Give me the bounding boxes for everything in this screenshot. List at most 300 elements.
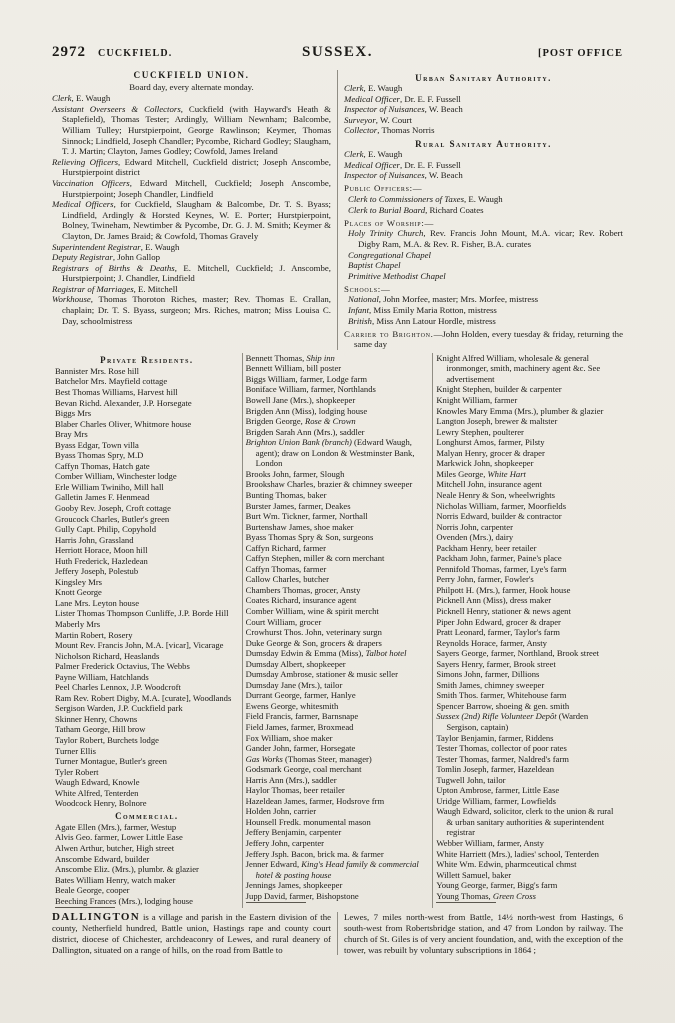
- entry-text: Spencer Barrow, shoeing & gen. smith: [436, 700, 570, 711]
- entry-text: Herriott Horace, Moon hill: [55, 545, 148, 556]
- entry-text: Crowhurst Thos. John, veterinary surgn: [245, 627, 382, 638]
- directory-entry: [55, 651, 239, 662]
- entry-italic: Registrars of Births & Deaths: [52, 262, 175, 273]
- entry-text: Taylor Benjamin, farmer, Riddens: [436, 732, 554, 743]
- entry-text: Turner Ellis: [55, 745, 96, 756]
- entry-text: Young Thomas,: [436, 890, 493, 901]
- directory-entry: [246, 817, 430, 828]
- directory-entry: [246, 511, 430, 522]
- directory-entry: [55, 376, 239, 387]
- directory-entry: [246, 501, 430, 512]
- entry-text: Reynolds Horace, farmer, Ansty: [436, 637, 547, 648]
- directory-entry: [246, 627, 430, 638]
- directory-entry: [246, 680, 430, 691]
- union-entry: [52, 178, 331, 199]
- authority-entry: [344, 160, 623, 171]
- entry-text: Byass Thomas Spry & Son, surgeons: [245, 532, 374, 543]
- entry-text: Longhurst Amos, farmer, Pilsty: [436, 437, 545, 448]
- directory-entry: [55, 661, 239, 672]
- entry-text: Duke George & Son, grocers & drapers: [245, 637, 382, 648]
- entry-text: Mount Rev. Francis John, M.A. [vicar], Vicarage: [55, 640, 224, 651]
- entry-italic: Clerk: [52, 93, 72, 104]
- entry-text: Mitchell John, insurance agent: [436, 479, 542, 490]
- union-entry: [52, 242, 331, 253]
- page-number: 2972: [52, 44, 86, 60]
- page-header: [52, 44, 623, 61]
- directory-entry: [246, 553, 430, 564]
- entry-text: Knight Alfred William, wholesale & general ironmonger, smith, machinery agent &c. See advertisement: [436, 352, 601, 384]
- entry-text: Payne William, Hatchlands: [55, 671, 149, 682]
- entry-text: Caffyn Thomas, farmer: [245, 563, 327, 574]
- entry-text: Jennings James, shopkeeper: [245, 880, 343, 891]
- entry-text: Taylor Robert, Burchets lodge: [55, 735, 159, 746]
- directory-entry: [246, 469, 430, 480]
- directory-entry: [246, 427, 430, 438]
- directory-entry: [246, 532, 430, 543]
- page-header-left: [52, 44, 242, 61]
- entry-italic: Talbot hotel: [365, 648, 407, 659]
- entry-italic: Collector: [344, 125, 378, 136]
- entry-text: Harris John, Grassland: [55, 534, 134, 545]
- entry-italic: Medical Officers: [52, 199, 114, 210]
- entry-italic: Infant: [348, 304, 370, 315]
- authority-entry: [344, 329, 623, 350]
- directory-entry: [436, 849, 620, 860]
- directory-entry: [436, 427, 620, 438]
- entry-text-cont: , Richard Coates: [425, 204, 484, 215]
- directory-entry: [436, 553, 620, 564]
- directory-column-3: [432, 353, 623, 908]
- directory-entry: [436, 891, 620, 902]
- entry-text: White Wm. Edwin, pharmceutical chmst: [436, 859, 577, 870]
- union-entry: [52, 252, 331, 263]
- union-entry: [52, 104, 331, 157]
- directory-entry: [436, 806, 620, 838]
- authority-entry: [348, 316, 623, 327]
- directory-entry: [436, 595, 620, 606]
- entry-text: Knowles Mary Emma (Mrs.), plumber & glazier: [436, 405, 604, 416]
- union-entry: [52, 157, 331, 178]
- entry-text: Harris Ann (Mrs.), saddler: [245, 774, 337, 785]
- entry-text: Gooby Rev. Joseph, Croft cottage: [55, 503, 171, 513]
- entry-text: Jenner Edward,: [245, 859, 302, 870]
- directory-entry: [55, 788, 239, 799]
- directory-entry: [55, 703, 239, 714]
- entry-text: Woodcock Henry, Bolnore: [55, 798, 147, 809]
- entry-text: Gully Capt. Philip, Copyhold: [55, 524, 156, 535]
- entry-text: Knight Stephen, builder & carpenter: [436, 384, 562, 395]
- authority-entry: [344, 284, 623, 295]
- directory-entry: [246, 406, 430, 417]
- entry-italic: Clerk: [344, 83, 364, 94]
- entry-text: Brookshaw Charles, brazier & chimney sweeper: [245, 479, 413, 490]
- entry-text: Ram Rev. Robert Digby, M.A. [curate], Woodlands: [55, 692, 232, 703]
- entry-text-cont: , Edward Mitchell, Cuckfield; Joseph Anscombe, Hurstpierpoint; Joseph Chandler, Lindfield: [62, 177, 331, 199]
- entry-smallcaps: Public Officers:—: [344, 183, 423, 194]
- entry-text: Bowell Jane (Mrs.), shopkeeper: [245, 395, 356, 406]
- entry-text-cont: , John Gallop: [112, 252, 161, 263]
- directory-entry: [246, 617, 430, 628]
- entry-text: Bennett William, bill poster: [245, 363, 342, 374]
- directory-entry: [55, 461, 239, 472]
- directory-entry: [55, 811, 239, 822]
- directory-entry: [246, 838, 430, 849]
- directory-entry: [246, 690, 430, 701]
- directory-entry: [55, 630, 239, 641]
- authority-entry: [344, 170, 623, 181]
- entry-text: Comber William, wine & spirit mercht: [245, 605, 379, 616]
- directory-entry: [55, 450, 239, 461]
- entry-italic: Relieving Officers: [52, 156, 118, 167]
- entry-italic: Primitive Methodist Chapel: [348, 270, 446, 281]
- directory-entry: [55, 398, 239, 409]
- directory-entry: [246, 522, 430, 533]
- directory-entry: [246, 659, 430, 670]
- entry-italic: Baptist Chapel: [348, 260, 401, 271]
- directory-entry: [55, 440, 239, 451]
- entry-text: Packham Henry, beer retailer: [436, 542, 537, 553]
- entry-text: Bennett Thomas,: [245, 352, 307, 363]
- entry-text: Peel Charles Lennox, J.P. Woodcroft: [55, 682, 181, 693]
- entry-italic: Brighton Union Bank (branch): [245, 437, 352, 448]
- entry-text: Knight William, farmer: [436, 395, 518, 406]
- directory-entry: [436, 448, 620, 459]
- entry-italic: Congregational Chapel: [348, 249, 431, 260]
- entry-text: Dumsday Albert, shopkeeper: [245, 658, 346, 669]
- entry-text-cont: (Edward Waugh, agent); draw on London & Westminster Bank, London: [255, 437, 415, 469]
- entry-italic: Workhouse: [52, 294, 91, 305]
- entry-smallcaps: Rural Sanitary Authority.: [415, 138, 552, 149]
- entry-text: White Alfred, Tenterden: [55, 787, 139, 798]
- dallington-lead: DALLINGTON: [52, 911, 140, 924]
- authority-entry: [344, 94, 623, 105]
- entry-text: Coates Richard, insurance agent: [245, 595, 357, 606]
- entry-text: Burt Wm. Tickner, farmer, Northall: [245, 511, 368, 522]
- authority-entry: [344, 125, 623, 136]
- directory-entry: [55, 746, 239, 757]
- entry-text-cont: , E. Waugh: [464, 194, 503, 205]
- entry-italic: Medical Officer: [344, 159, 400, 170]
- entry-text: Langton Joseph, brewer & maltster: [436, 416, 558, 427]
- entry-text: Dumsday Ambrose, stationer & music seller: [245, 669, 398, 680]
- entry-text: Burtenshaw James, shoe maker: [245, 521, 354, 532]
- directory-entry: [55, 756, 239, 767]
- dallington-right-column: [337, 912, 623, 955]
- entry-text: Young George, farmer, Bigg's farm: [436, 880, 558, 891]
- entry-italic: Green Cross: [492, 890, 536, 901]
- entry-text-cont: , E. Waugh: [363, 149, 403, 160]
- directory-entry: [436, 638, 620, 649]
- directory-entry: [436, 690, 620, 701]
- directory-entry: [55, 714, 239, 725]
- authority-entry: [344, 149, 623, 160]
- entry-text: Byass Thomas Spry, M.D: [55, 450, 144, 461]
- entry-text: Agate Ellen (Mrs.), farmer, Westup: [55, 821, 177, 832]
- entry-text: Webber William, farmer, Ansty: [436, 838, 544, 848]
- entry-text: Neale Henry & Son, wheelwrights: [436, 489, 555, 500]
- directory-entry: [246, 595, 430, 606]
- authority-entry: [348, 205, 623, 216]
- entry-text: Pennifold Thomas, farmer, Lye's farm: [436, 563, 567, 574]
- directory-entry: [436, 880, 620, 891]
- entry-text: Hazeldean James, farmer, Hodsrove frm: [245, 795, 385, 806]
- entry-text: Best Thomas Williams, Harvest hill: [55, 386, 178, 397]
- authority-entry: [344, 83, 623, 94]
- entry-text: Callow Charles, butcher: [245, 574, 329, 585]
- entry-italic: Deputy Registrar: [52, 252, 113, 263]
- directory-entry: [436, 701, 620, 712]
- entry-text: Packham John, farmer, Paine's place: [436, 553, 562, 564]
- directory-entry: [55, 885, 239, 896]
- entry-text: Pratt Leonard, farmer, Taylor's farm: [436, 627, 560, 638]
- entry-text-cont: , E. Waugh: [140, 241, 180, 252]
- directory-entry: [436, 680, 620, 691]
- entry-text-cont: , W. Court: [375, 114, 412, 125]
- entry-text-cont: , for Cuckfield, Slaugham & Balcombe, Dr. T. S. Byass; Lindfield, Ardingly & Horsted Keynes, W. E. Porter; Hurstpierpoint, Bolney, Twineham, Newtimber & Pycombe, Dr. G. J. M. Smith; Keymer & Clayton, Dr. James Braid; & Cowfold, Thomas Gravely: [62, 199, 331, 241]
- page-place: CUCKFIELD.: [98, 48, 173, 59]
- directory-entry: [55, 724, 239, 735]
- entry-text: Caffyn Stephen, miller & corn merchant: [245, 553, 385, 564]
- authority-entry: [348, 305, 623, 316]
- directory-entry: [55, 822, 239, 833]
- entry-italic: Medical Officer: [344, 93, 400, 104]
- entry-text: Bunting Thomas, baker: [245, 489, 327, 500]
- entry-text: Nicholson Richard, Heaslands: [55, 650, 160, 661]
- entry-text: Beeching Frances (Mrs.), lodging house: [55, 895, 193, 906]
- authority-entry: [344, 73, 623, 84]
- entry-text: Groucock Charles, Butler's green: [55, 513, 170, 524]
- directory-entry: [436, 522, 620, 533]
- directory-entry: [436, 469, 620, 480]
- directory-entry: [246, 543, 430, 554]
- directory-entry: [436, 416, 620, 427]
- entry-text: White Harriett (Mrs.), ladies' school, Tenterden: [436, 848, 599, 859]
- directory-entry: [436, 458, 620, 469]
- entry-text: Anscombe Edward, builder: [55, 853, 150, 864]
- entry-italic: King's Head family & commercial hotel & posting house: [255, 859, 419, 880]
- dallington-section: [52, 912, 623, 955]
- directory-entry: [436, 490, 620, 501]
- entry-text: Waugh Edward, solicitor, clerk to the union & rural & urban sanitary authorities & superintendent registrar: [436, 806, 614, 838]
- directory-entry: [246, 849, 430, 860]
- entry-text: Dumsday Jane (Mrs.), tailor: [245, 679, 343, 690]
- entry-text-cont: , Rev. Francis John Mount, M.A. vicar; Rev. Robert Digby Ram, M.A. & Rev. R. Fisher, B.A. curates: [358, 228, 623, 249]
- entry-italic: Holy Trinity Church: [348, 228, 424, 239]
- entry-text: Tomlin Joseph, farmer, Hazeldean: [436, 764, 554, 775]
- directory-entry: [55, 672, 239, 683]
- directory-entry: [55, 875, 239, 886]
- entry-text: Ovenden (Mrs.), dairy: [436, 532, 514, 543]
- directory-entry: [55, 843, 239, 854]
- entry-text: Tugwell John, tailor: [436, 774, 506, 785]
- directory-entry: [436, 574, 620, 585]
- entry-italic: National: [348, 294, 379, 305]
- directory-entry: [246, 733, 430, 744]
- entry-smallcaps: Places of Worship:—: [344, 217, 434, 228]
- directory-entry: [436, 743, 620, 754]
- entry-text: Court William, grocer: [245, 616, 322, 627]
- directory-entry: [436, 659, 620, 670]
- entry-text: Lewry Stephen, poulterer: [436, 426, 524, 437]
- directory-entry: [436, 754, 620, 765]
- page-county: SUSSEX.: [302, 44, 373, 60]
- directory-entry: [55, 896, 239, 907]
- entry-text: Smith Thos. farmer, Whitehouse farm: [436, 690, 567, 701]
- directory-entry: [55, 429, 239, 440]
- entry-text: Kingsley Mrs: [55, 576, 103, 587]
- directory-entry: [55, 577, 239, 588]
- directory-entry: [246, 648, 430, 659]
- directory-entry: [246, 701, 430, 712]
- directory-entry: [55, 419, 239, 430]
- entry-italic: Superintendent Registrar: [52, 241, 141, 252]
- entry-text: Miles George,: [436, 468, 488, 479]
- directory-entry: [55, 693, 239, 704]
- directory-entry: [246, 374, 430, 385]
- directory-entry: [436, 406, 620, 417]
- directory-entry: [436, 617, 620, 628]
- directory-entry: [246, 384, 430, 395]
- entry-text: Skinner Henry, Chowns: [55, 713, 138, 724]
- entry-text: Lister Thomas Thompson Cunliffe, J.P. Borde Hill: [55, 608, 229, 619]
- entry-text: Martin Robert, Rosery: [55, 629, 133, 640]
- union-entry: [52, 263, 331, 284]
- directory-entry: [246, 711, 430, 722]
- entry-text-cont: , W. Beach: [424, 170, 463, 181]
- directory-entry: [436, 353, 620, 385]
- directory-entry: [246, 437, 430, 469]
- authority-entry: [344, 218, 623, 229]
- entry-text: Jupp David, farmer, Bishopstone: [245, 890, 359, 901]
- directory-entry: [246, 827, 430, 838]
- entry-text: Erle William Twiniho, Mill hall: [55, 481, 164, 492]
- directory-entry: [55, 482, 239, 493]
- entry-text-cont: (Warden Sergison, captain): [446, 711, 589, 732]
- entry-text: Malyan Henry, grocer & draper: [436, 447, 545, 458]
- directory-entry: [55, 598, 239, 609]
- entry-italic: Inspector of Nuisances: [344, 170, 425, 181]
- entry-text: Bevan Richd. Alexander, J.P. Horsegate: [55, 397, 192, 408]
- entry-text-cont: , Edward Mitchell, Cuckfield district; Joseph Anscombe, Hurstpierpoint district: [62, 156, 331, 178]
- entry-italic: Gas Works: [245, 753, 283, 764]
- entry-text-cont: , John Morfee, master; Mrs. Morfee, mistress: [378, 294, 539, 305]
- entry-text-cont: , Dr. E. F. Fussell: [399, 93, 461, 104]
- entry-italic: Inspector of Nuisances: [344, 104, 425, 115]
- entry-text: Tester Thomas, farmer, Naldred's farm: [436, 753, 569, 764]
- directory-entry: [436, 859, 620, 870]
- entry-text: Boniface William, farmer, Northlands: [245, 384, 376, 395]
- directory-entry: [55, 767, 239, 778]
- union-entries: [52, 93, 331, 326]
- directory-entry: [55, 798, 239, 809]
- directory-entry: [436, 870, 620, 881]
- union-entry: [52, 284, 331, 295]
- authority-entry: [348, 228, 623, 249]
- entry-text: Beale George, cooper: [55, 885, 130, 896]
- entry-text: Huth Frederick, Hazledean: [55, 555, 148, 566]
- directory-entry: [246, 479, 430, 490]
- directory-entry: [436, 669, 620, 680]
- entry-text-cont: , E. Mitchell, Cuckfield; J. Anscombe, Hurstpierpoint; J. Chandler, Lindfield: [62, 262, 331, 284]
- entry-text: Markwick John, shopkeeper: [436, 458, 534, 469]
- entry-text: Caffyn Thomas, Hatch gate: [55, 460, 150, 471]
- entry-smallcaps: Commercial.: [115, 811, 179, 822]
- entry-text: Maberly Mrs: [55, 619, 101, 630]
- authority-entry: [344, 139, 623, 150]
- entry-text: Jeffery John, carpenter: [245, 838, 325, 848]
- dallington-left-column: [52, 912, 337, 955]
- entry-text: Caffyn Richard, farmer: [245, 542, 326, 553]
- directory-entry: [55, 777, 239, 788]
- entry-text: Dumsday Edwin & Emma (Miss),: [245, 648, 366, 659]
- entry-text: Brigden Ann (Miss), lodging house: [245, 405, 368, 416]
- directory-entry: [55, 608, 239, 619]
- entry-text: Ewens George, whitesmith: [245, 700, 339, 711]
- directory-entry: [436, 395, 620, 406]
- union-board-day: Board day, every alternate monday.: [129, 81, 254, 92]
- entry-italic: Clerk: [344, 149, 364, 160]
- directory-entry: [436, 785, 620, 796]
- directory-entry: [246, 880, 430, 891]
- entry-text: Norris John, carpenter: [436, 521, 513, 532]
- union-entry: [52, 294, 331, 326]
- entry-text: Field Francis, farmer, Barnsnape: [245, 711, 359, 722]
- directory-entry: [55, 587, 239, 598]
- directory-section: [52, 353, 623, 908]
- directory-entry: [436, 511, 620, 522]
- entry-text: Bray Mrs: [55, 429, 88, 440]
- directory-entry: [436, 627, 620, 638]
- directory-entry: [246, 416, 430, 427]
- directory-entry: [246, 785, 430, 796]
- directory-entry: [55, 640, 239, 651]
- directory-entry: [436, 733, 620, 744]
- entry-text: Godsmark George, coal merchant: [245, 764, 362, 775]
- entry-text: Field James, farmer, Broxmead: [245, 721, 354, 732]
- directory-entry: [55, 864, 239, 875]
- directory-entry: [246, 806, 430, 817]
- entry-text: Picknell Ann (Miss), dress maker: [436, 595, 552, 606]
- entry-text: Fox William, shoe maker: [245, 732, 333, 743]
- directory-entry: [246, 754, 430, 765]
- directory-entry: [246, 669, 430, 680]
- entry-text: Comber William, Winchester lodge: [55, 471, 177, 482]
- entry-text-cont: , E. Waugh: [363, 83, 403, 94]
- entry-italic: British: [348, 315, 372, 326]
- directory-entry: [436, 479, 620, 490]
- entry-text: Durrant George, farmer, Hanlye: [245, 690, 356, 701]
- entry-text: Bannister Mrs. Rose hill: [55, 365, 140, 376]
- directory-entry: [55, 735, 239, 746]
- directory-entry: [246, 775, 430, 786]
- entry-text: Brigden Sarah Ann (Mrs.), saddler: [245, 426, 365, 437]
- entry-smallcaps: Carrier to Brighton.: [344, 328, 434, 339]
- directory-entry: [55, 832, 239, 843]
- entry-text: Smith James, chimney sweeper: [436, 679, 545, 690]
- directory-entry: [436, 437, 620, 448]
- directory-entry: [246, 395, 430, 406]
- directory-entry: [246, 564, 430, 575]
- entry-text: Lane Mrs. Leyton house: [55, 597, 140, 608]
- directory-entry: [246, 764, 430, 775]
- directory-entry: [55, 366, 239, 377]
- entry-text: Haylor Thomas, beer retailer: [245, 785, 345, 796]
- entry-text-cont: —John Holden, every tuesday & friday, returning the same day: [354, 328, 623, 350]
- entry-text: Norris Edward, builder & contractor: [436, 511, 562, 522]
- entry-text: Burster James, farmer, Deakes: [245, 500, 351, 511]
- directory-entry: [436, 585, 620, 596]
- top-section: [52, 70, 623, 350]
